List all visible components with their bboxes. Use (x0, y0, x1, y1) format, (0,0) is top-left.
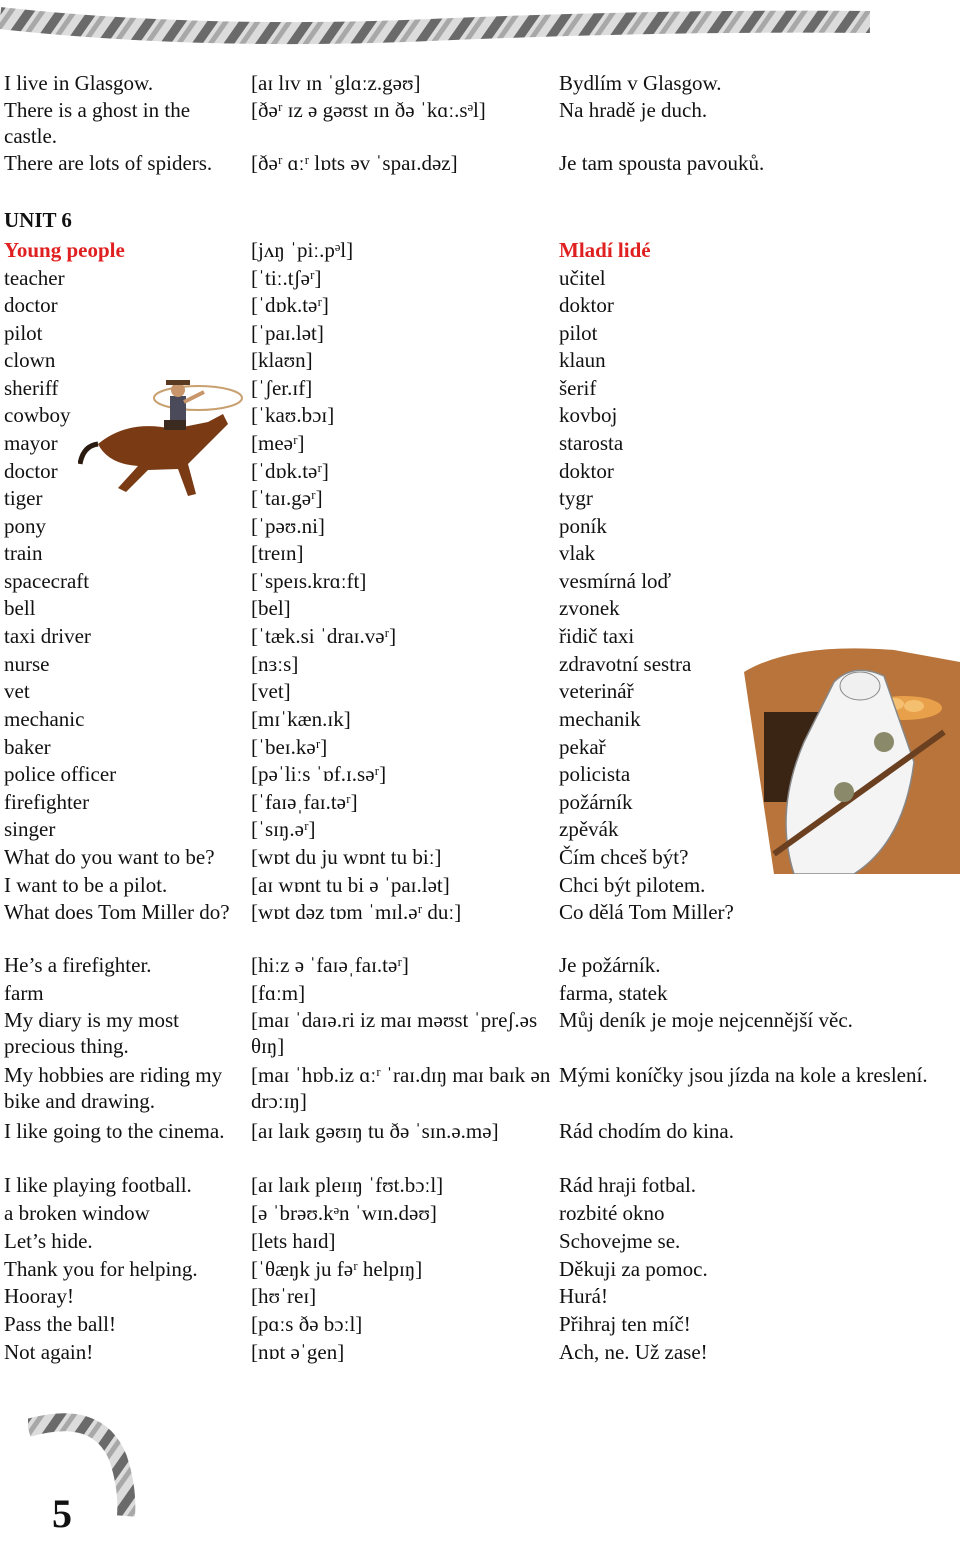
ipa-transcription: [ˈbeɪ.kəʳ] (251, 735, 328, 759)
english-term: My hobbies are riding my bike and drawing. (4, 1063, 223, 1113)
czech-translation: Mladí lidé (559, 238, 651, 262)
ipa-transcription: [ˈdɒk.təʳ] (251, 293, 329, 317)
vocab-row (0, 1172, 960, 1198)
czech-translation: kovboj (559, 403, 618, 427)
ipa-transcription: [jʌŋ ˈpiː.pᵊl] (251, 238, 354, 262)
unit-title: UNIT 6 (4, 208, 72, 232)
czech-translation: zvonek (559, 596, 620, 620)
english-term: teacher (4, 266, 65, 290)
english-term: spacecraft (4, 569, 90, 593)
ipa-transcription: [pɑːs ðə bɔːl] (251, 1312, 363, 1336)
vocab-row (0, 1062, 960, 1114)
vocab-row (0, 1256, 960, 1282)
english-term: There is a ghost in the castle. (4, 98, 191, 148)
english-term: farm (4, 981, 44, 1005)
czech-translation: rozbité okno (559, 1201, 665, 1225)
czech-translation: Přihraj ten míč! (559, 1312, 691, 1336)
english-term: doctor (4, 459, 58, 483)
english-term: Let’s hide. (4, 1229, 93, 1253)
ipa-transcription: [ˈʃer.ɪf] (251, 376, 313, 400)
ipa-transcription: [ðəʳ ɪz ə gəʊst ɪn ðə ˈkɑː.sᵊl] (251, 98, 486, 122)
czech-translation: Rád hraji fotbal. (559, 1173, 697, 1197)
ipa-transcription: [ˈfaɪəˌfaɪ.təʳ] (251, 790, 358, 814)
english-term: What does Tom Miller do? (4, 900, 230, 924)
czech-translation: Hurá! (559, 1284, 608, 1308)
vocab-row (0, 1200, 960, 1226)
english-term: doctor (4, 293, 58, 317)
english-term: taxi driver (4, 624, 91, 648)
ipa-transcription: [aɪ laɪk gəʊɪŋ tu ðə ˈsɪn.ə.mə] (251, 1119, 499, 1143)
ipa-transcription: [nɒt əˈgen] (251, 1340, 345, 1364)
vocab-row (0, 150, 960, 176)
czech-translation: zdravotní sestra (559, 652, 692, 676)
ipa-transcription: [ˈtæk.si ˈdraɪ.vəʳ] (251, 624, 397, 648)
english-term: Hooray! (4, 1284, 74, 1308)
english-term: What do you want to be? (4, 845, 215, 869)
ipa-transcription: [klaʊn] (251, 348, 313, 372)
czech-translation: Bydlím v Glasgow. (559, 71, 722, 95)
ipa-transcription: [maɪ ˈhɒb.iz ɑːʳ ˈraɪ.dɪŋ maɪ baɪk ən drɔːɪŋ] (251, 1063, 551, 1113)
ipa-transcription: [treɪn] (251, 541, 304, 565)
czech-translation: Děkuji za pomoc. (559, 1257, 708, 1281)
ipa-transcription: [ˈtiː.tʃəʳ] (251, 266, 322, 290)
ipa-transcription: [ˈtaɪ.gəʳ] (251, 486, 323, 510)
czech-translation: Můj deník je moje nejcennější věc. (559, 1008, 853, 1032)
czech-translation: požárník (559, 790, 633, 814)
english-term: sheriff (4, 376, 59, 400)
ipa-transcription: [ˈsɪŋ.əʳ] (251, 817, 316, 841)
czech-translation: policista (559, 762, 631, 786)
english-term: a broken window (4, 1201, 150, 1225)
english-term: Pass the ball! (4, 1312, 116, 1336)
ipa-transcription: [ˈpaɪ.lət] (251, 321, 324, 345)
vocab-row (0, 237, 960, 263)
english-term: pony (4, 514, 46, 538)
english-term: bell (4, 596, 36, 620)
vocab-row (0, 1311, 960, 1337)
czech-translation: Čím chceš být? (559, 845, 689, 869)
czech-translation: Mými koníčky jsou jízda na kole a kreslení. (559, 1063, 928, 1087)
czech-translation: starosta (559, 431, 624, 455)
english-term: firefighter (4, 790, 90, 814)
vocab-row (0, 595, 960, 621)
vocab-row (0, 540, 960, 566)
czech-translation: Ach, ne. Už zase! (559, 1340, 708, 1364)
english-term: singer (4, 817, 56, 841)
english-term: baker (4, 735, 51, 759)
ipa-transcription: [ə ˈbrəʊ.kᵊn ˈwɪn.dəʊ] (251, 1201, 437, 1225)
czech-translation: Schovejme se. (559, 1229, 681, 1253)
vocab-row (0, 347, 960, 373)
czech-translation: vlak (559, 541, 596, 565)
vocab-row (0, 1118, 960, 1170)
ipa-transcription: [aɪ wɒnt tu bi ə ˈpaɪ.lət] (251, 873, 450, 897)
english-term: He’s a firefighter. (4, 953, 152, 977)
czech-translation: klaun (559, 348, 606, 372)
ipa-transcription: [vet] (251, 679, 291, 703)
vocab-row (0, 513, 960, 539)
rope-border-top (0, 0, 870, 70)
ipa-transcription: [mɪˈkæn.ɪk] (251, 707, 351, 731)
vocab-row (0, 1007, 960, 1059)
czech-translation: učitel (559, 266, 606, 290)
ipa-transcription: [ˈspeɪs.krɑːft] (251, 569, 367, 593)
english-term: clown (4, 348, 56, 372)
czech-translation: šerif (559, 376, 597, 400)
vocab-row (0, 1283, 960, 1309)
ipa-transcription: [meəʳ] (251, 431, 305, 455)
vocab-row (0, 97, 960, 149)
english-term: I live in Glasgow. (4, 71, 154, 95)
english-term: cowboy (4, 403, 71, 427)
english-term: train (4, 541, 43, 565)
vocab-row (0, 899, 960, 951)
ipa-transcription: [ˈkaʊ.bɔɪ] (251, 403, 335, 427)
vocab-row (0, 320, 960, 346)
ipa-transcription: [nɜːs] (251, 652, 299, 676)
czech-translation: vesmírná loď (559, 569, 672, 593)
ipa-transcription: [wɒt du ju wɒnt tu biː] (251, 845, 442, 869)
vocab-row (0, 872, 960, 898)
czech-translation: Na hradě je duch. (559, 98, 708, 122)
czech-translation: farma, statek (559, 981, 668, 1005)
czech-translation: doktor (559, 293, 614, 317)
ipa-transcription: [hiːz ə ˈfaɪəˌfaɪ.təʳ] (251, 953, 409, 977)
czech-translation: Chci být pilotem. (559, 873, 706, 897)
english-term: tiger (4, 486, 43, 510)
english-term: There are lots of spiders. (4, 151, 213, 175)
czech-translation: Je tam spousta pavouků. (559, 151, 765, 175)
english-term: vet (4, 679, 30, 703)
english-term: mayor (4, 431, 58, 455)
ipa-transcription: [maɪ ˈdaɪə.ri iz maɪ məʊst ˈpreʃ.əs θɪŋ] (251, 1008, 538, 1058)
czech-translation: řidič taxi (559, 624, 635, 648)
english-term: I want to be a pilot. (4, 873, 168, 897)
baker-illustration (734, 642, 960, 874)
ipa-transcription: [ðəʳ ɑːʳ lɒts əv ˈspaɪ.dəz] (251, 151, 458, 175)
czech-translation: Je požárník. (559, 953, 661, 977)
vocab-row (0, 292, 960, 318)
ipa-transcription: [wɒt dəz tɒm ˈmɪl.əʳ duː] (251, 900, 462, 924)
vocab-row (0, 980, 960, 1006)
vocab-row (0, 1339, 960, 1365)
ipa-transcription: [fɑːm] (251, 981, 306, 1005)
czech-translation: Rád chodím do kina. (559, 1119, 734, 1143)
czech-translation: poník (559, 514, 607, 538)
english-term: Thank you for helping. (4, 1257, 198, 1281)
vocab-row (0, 70, 960, 96)
cowboy-illustration (78, 374, 258, 502)
ipa-transcription: [ˈpəʊ.ni] (251, 514, 325, 538)
czech-translation: veterinář (559, 679, 634, 703)
czech-translation: doktor (559, 459, 614, 483)
vocab-row (0, 568, 960, 594)
czech-translation: tygr (559, 486, 593, 510)
english-term: mechanic (4, 707, 85, 731)
ipa-transcription: [pəˈliːs ˈɒf.ɪ.səʳ] (251, 762, 387, 786)
czech-translation: pilot (559, 321, 598, 345)
english-term: pilot (4, 321, 43, 345)
english-term: Not again! (4, 1340, 94, 1364)
ipa-transcription: [ˈθæŋk ju fəʳ helpɪŋ] (251, 1257, 423, 1281)
vocab-row (0, 1228, 960, 1254)
page-number: 5 (52, 1491, 72, 1536)
english-term: My diary is my most precious thing. (4, 1008, 180, 1058)
english-term: police officer (4, 762, 117, 786)
ipa-transcription: [ˈdɒk.təʳ] (251, 459, 329, 483)
english-term: I like playing football. (4, 1173, 192, 1197)
vocab-row (0, 952, 960, 978)
vocab-row (0, 265, 960, 291)
ipa-transcription: [aɪ laɪk pleɪɪŋ ˈfʊt.bɔːl] (251, 1173, 444, 1197)
english-term: I like going to the cinema. (4, 1119, 225, 1143)
ipa-transcription: [bel] (251, 596, 291, 620)
ipa-transcription: [hʊˈreɪ] (251, 1284, 317, 1308)
czech-translation: Co dělá Tom Miller? (559, 900, 734, 924)
english-term: Young people (4, 238, 125, 262)
rope-border-bottom (28, 1408, 148, 1518)
czech-translation: mechanik (559, 707, 641, 731)
czech-translation: zpěvák (559, 817, 619, 841)
ipa-transcription: [lets haɪd] (251, 1229, 336, 1253)
ipa-transcription: [aɪ lɪv ɪn ˈglɑːz.gəʊ] (251, 71, 421, 95)
czech-translation: pekař (559, 735, 606, 759)
english-term: nurse (4, 652, 50, 676)
